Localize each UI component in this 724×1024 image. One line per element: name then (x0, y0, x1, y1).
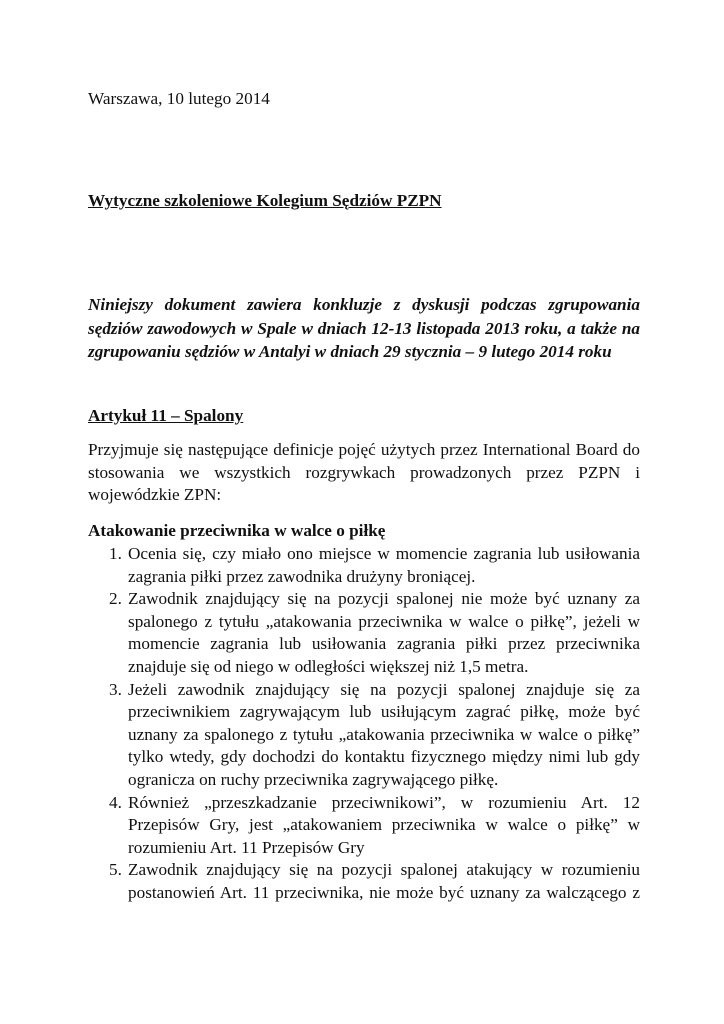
numbered-list (88, 543, 640, 905)
list-item-text: Ocenia się, czy miało ono miejsce w momencie zagrania lub usiłowania zagrania piłki przez zawodnika drużyny broniącej. (128, 544, 640, 586)
list-item-text: Zawodnik znajdujący się na pozycji spalonej atakujący w rozumieniu postanowień Art. 11 przeciwnika, nie może być uznany za walczącego z (128, 860, 640, 902)
list-item (88, 792, 640, 860)
list-item (88, 679, 640, 792)
section-heading: Atakowanie przeciwnika w walce o piłkę (88, 521, 386, 540)
list-item-text: Zawodnik znajdujący się na pozycji spalonej nie może być uznany za spalonego z tytułu „atakowania przeciwnika w walce o piłkę”, jeżeli w momencie zagrania lub usiłowania zagrania piłki przez przeciwnika znajduje się od niego w odległości większej niż 1,5 metra. (128, 589, 640, 676)
list-item-text: Jeżeli zawodnik znajdujący się na pozycji spalonej znajduje się za przeciwnikiem zagrywającym lub usiłującym zagrać piłkę, może być uznany za spalonego z tytułu „atakowania przeciwnika w walce o piłkę” tylko wtedy, gdy dochodzi do kontaktu fizycznego między nimi lub gdy ogranicza on ruchy przeciwnika zagrywającego piłkę. (128, 679, 640, 789)
list-item (88, 543, 640, 588)
list-item-number: 3. (109, 679, 122, 699)
list-item (88, 859, 640, 904)
list-item-number: 4. (109, 792, 122, 812)
list-item-number: 5. (109, 860, 122, 880)
definitions-paragraph: Przyjmuje się następujące definicje pojęć użytych przez International Board do stosowania we wszystkich rozgrywkach prowadzonych przez PZPN i wojewódzkie ZPN: (88, 440, 640, 505)
list-item (88, 588, 640, 678)
document-title: Wytyczne szkoleniowe Kolegium Sędziów PZPN (88, 191, 442, 210)
intro-paragraph: Niniejszy dokument zawiera konkluzje z dyskusji podczas zgrupowania sędziów zawodowych w Spale w dniach 12-13 listopada 2013 roku, a także na zgrupowaniu sędziów w Antalyi w dniach 29 stycznia – 9 lutego 2014 roku (88, 295, 640, 361)
list-item-text: Również „przeszkadzanie przeciwnikowi”, w rozumieniu Art. 12 Przepisów Gry, jest „atakowaniem przeciwnika w walce o piłkę” w rozumieniu Art. 11 Przepisów Gry (128, 792, 640, 857)
article-heading: Artykuł 11 – Spalony (88, 406, 244, 425)
date-line: Warszawa, 10 lutego 2014 (88, 89, 270, 108)
list-item-number: 1. (109, 544, 122, 563)
list-item-number: 2. (109, 589, 122, 609)
